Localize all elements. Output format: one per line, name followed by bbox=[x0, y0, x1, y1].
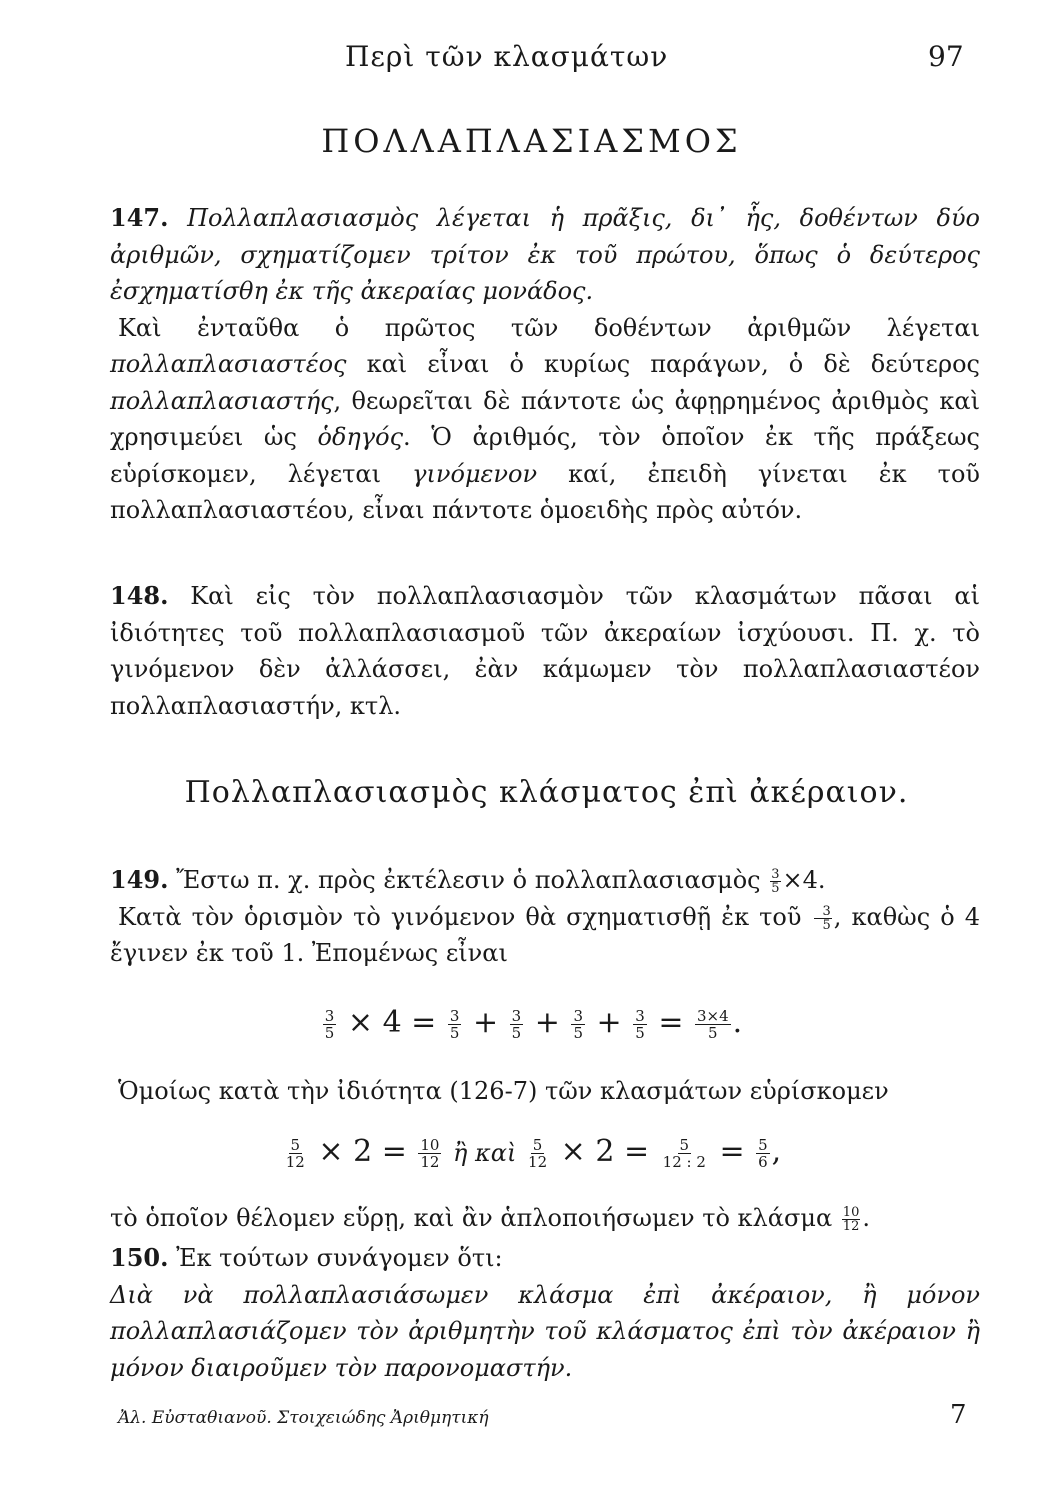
paragraph-148-text: Καὶ εἰς τὸν πολλαπλασιασμὸν τῶν κλασμάτων πᾶσαι αἱ ἰδιότητες τοῦ πολλαπλασιασμοῦ τῶν ἀκεραίων ἰσχύουσι. Π. χ. τὸ γινόμενον δὲν ἀλλάσσει, ἐὰν κάμωμεν τὸν πολλαπλασιαστέον πολλαπλασιαστήν, κτλ. bbox=[110, 582, 980, 720]
text-run: , καθὼς ὁ 4 ἔγινεν ἐκ τοῦ 1. Ἐπομένως εἶναι bbox=[110, 902, 980, 967]
text-run: τὸ ὁποῖον θέλομεν εὕρῃ, καὶ ἂν ἁπλοποιήσωμεν τὸ κλάσμα bbox=[110, 1204, 840, 1232]
denominator: 5 bbox=[771, 881, 780, 896]
paragraph-likewise bbox=[110, 1073, 980, 1110]
article-number: 150. bbox=[110, 1243, 169, 1272]
text-run: . Ὁ ἀριθμός, τὸν ὁποῖον ἐκ τῆς πράξεως εὑρίσκομεν, λέγεται bbox=[110, 423, 980, 488]
chapter-title: ΠΟΛΛΑΠΛΑΣΙΑΣΜΟΣ bbox=[321, 122, 742, 160]
article-number: 149. bbox=[110, 865, 169, 894]
term-multiplicand: πολλαπλασιαστέος bbox=[110, 350, 347, 378]
signature-mark: 7 bbox=[950, 1400, 967, 1430]
operator: + bbox=[472, 1005, 499, 1040]
text-run: καὶ εἶναι ὁ κυρίως παράγων, ὁ δὲ δεύτερος bbox=[346, 350, 980, 378]
numerator: 3 bbox=[635, 1006, 645, 1025]
numerator: 5 bbox=[532, 1135, 543, 1154]
article-number: 147. bbox=[110, 203, 169, 232]
footnote: Ἀλ. Εὐσταθιανοῦ. Στοιχειώδης Ἀριθμητική bbox=[118, 1408, 489, 1428]
denominator: 5 bbox=[708, 1023, 718, 1042]
text-run: Κατὰ τὸν ὁρισμὸν τὸ γινόμενον θὰ σχηματισθῇ ἐκ τοῦ bbox=[118, 902, 812, 931]
term-guide: ὁδηγός bbox=[317, 423, 404, 451]
fraction bbox=[633, 1008, 647, 1041]
denominator: 5 bbox=[822, 917, 831, 933]
equation-2 bbox=[0, 1134, 1063, 1170]
numerator: 3 bbox=[449, 1006, 460, 1025]
numerator: 3 bbox=[814, 905, 832, 919]
numerator: 5 bbox=[758, 1135, 768, 1154]
conjunction: ἢ καὶ bbox=[453, 1139, 525, 1167]
likewise-text: Ὁμοίως κατὰ τὴν ἰδιότητα (126-7) τῶν κλασμάτων εὑρίσκομεν bbox=[118, 1077, 889, 1105]
denominator: 5 bbox=[511, 1023, 522, 1042]
denominator: 5 bbox=[324, 1023, 335, 1042]
numerator: 3×4 bbox=[697, 1006, 729, 1025]
denominator: 12 bbox=[842, 1219, 860, 1234]
punctuation: , bbox=[771, 1134, 782, 1169]
fraction bbox=[418, 1137, 441, 1170]
fraction bbox=[323, 1008, 337, 1041]
article-number: 148. bbox=[110, 581, 169, 610]
numerator: 10 bbox=[420, 1135, 440, 1154]
fraction bbox=[770, 868, 780, 895]
numerator: 3 bbox=[324, 1006, 335, 1025]
denominator: 5 bbox=[449, 1023, 460, 1042]
paragraph-150 bbox=[110, 1240, 980, 1386]
numerator: 10 bbox=[842, 1205, 860, 1220]
rule-statement: Διὰ νὰ πολλαπλασιάσωμεν κλάσμα ἐπὶ ἀκέραιον, ἢ μόνον πολλαπλασιάζομεν τὸν ἀριθμητὴν τοῦ κλάσματος ἐπὶ τὸν ἀκέραιον ἢ μόνον διαιροῦμεν τὸν παρονομαστήν. bbox=[110, 1280, 980, 1382]
term-multiplication: Πολλαπλασιασμὸς bbox=[187, 204, 419, 232]
fraction bbox=[526, 1137, 549, 1170]
punctuation: . bbox=[862, 1204, 870, 1232]
denominator: 6 bbox=[758, 1152, 768, 1171]
operator: = bbox=[719, 1134, 745, 1169]
fraction bbox=[510, 1008, 524, 1041]
fraction bbox=[814, 905, 832, 932]
fraction bbox=[571, 1008, 585, 1041]
equation-1 bbox=[0, 1005, 1063, 1041]
numerator: 5 bbox=[679, 1135, 690, 1154]
text-run: , θεωρεῖται δὲ πάντοτε ὡς ἀφῃρημένος ἀριθμὸς καὶ χρησιμεύει ὡς bbox=[110, 386, 980, 451]
punctuation: . bbox=[732, 1005, 743, 1040]
denominator: 12 : 2 bbox=[662, 1152, 706, 1171]
term-product: γινόμενον bbox=[412, 459, 538, 488]
paragraph-147-terms bbox=[110, 310, 980, 529]
numerator: 3 bbox=[573, 1006, 583, 1025]
text-run: καί, ἐπειδὴ γίνεται ἐκ τοῦ πολλαπλασιαστέου, εἶναι πάντοτε ὁμοειδὴς πρὸς αὐτόν. bbox=[110, 459, 980, 524]
running-title: Περὶ τῶν κλασμάτων bbox=[345, 40, 669, 73]
text-run: Καὶ ἐνταῦθα ὁ πρῶτος τῶν δοθέντων ἀριθμῶν λέγεται bbox=[118, 313, 980, 342]
paragraph-147 bbox=[110, 200, 980, 529]
fraction bbox=[284, 1137, 307, 1170]
paragraph-148 bbox=[110, 578, 980, 724]
fraction bbox=[695, 1008, 731, 1041]
fraction bbox=[756, 1137, 770, 1170]
denominator: 5 bbox=[635, 1023, 645, 1042]
numerator: 5 bbox=[290, 1135, 301, 1154]
denominator: 12 bbox=[420, 1152, 440, 1171]
paragraph-which bbox=[110, 1200, 980, 1237]
text-run: Ἐκ τούτων συνάγομεν ὅτι: bbox=[168, 1244, 503, 1272]
paragraph-147-definition bbox=[110, 200, 980, 310]
operator: × 2 = bbox=[560, 1134, 650, 1169]
paragraph-149 bbox=[110, 862, 980, 972]
numerator: 3 bbox=[771, 867, 780, 882]
text-run: Ἔστω π. χ. πρὸς ἐκτέλεσιν ὁ πολλαπλασιασμὸς bbox=[168, 866, 769, 894]
numerator: 3 bbox=[511, 1006, 522, 1025]
term-multiplier: πολλαπλασιαστής bbox=[110, 386, 334, 415]
fraction bbox=[448, 1008, 462, 1041]
fraction bbox=[842, 1206, 861, 1233]
denominator: 5 bbox=[573, 1023, 583, 1042]
page-number: 97 bbox=[928, 40, 964, 73]
fraction bbox=[661, 1137, 708, 1170]
definition-text: λέγεται ἡ πρᾶξις, δι᾽ ἧς, δοθέντων δύο ἀριθμῶν, σχηματίζομεν τρίτον ἐκ τοῦ πρώτου, ὅπως ὁ δεύτερος ἐσχηματίσθη ἐκ τῆς ἀκεραίας μονάδος. bbox=[110, 204, 980, 305]
operator: + bbox=[534, 1005, 560, 1040]
denominator: 12 bbox=[285, 1152, 305, 1171]
text-run: ×4. bbox=[782, 866, 826, 894]
operator: × 4 = bbox=[347, 1005, 437, 1040]
operator: × 2 = bbox=[318, 1134, 407, 1169]
denominator: 12 bbox=[528, 1152, 548, 1171]
operator: + bbox=[596, 1005, 622, 1040]
operator: = bbox=[658, 1005, 684, 1040]
section-title: Πολλαπλασιασμὸς κλάσματος ἐπὶ ἀκέραιον. bbox=[184, 775, 909, 810]
